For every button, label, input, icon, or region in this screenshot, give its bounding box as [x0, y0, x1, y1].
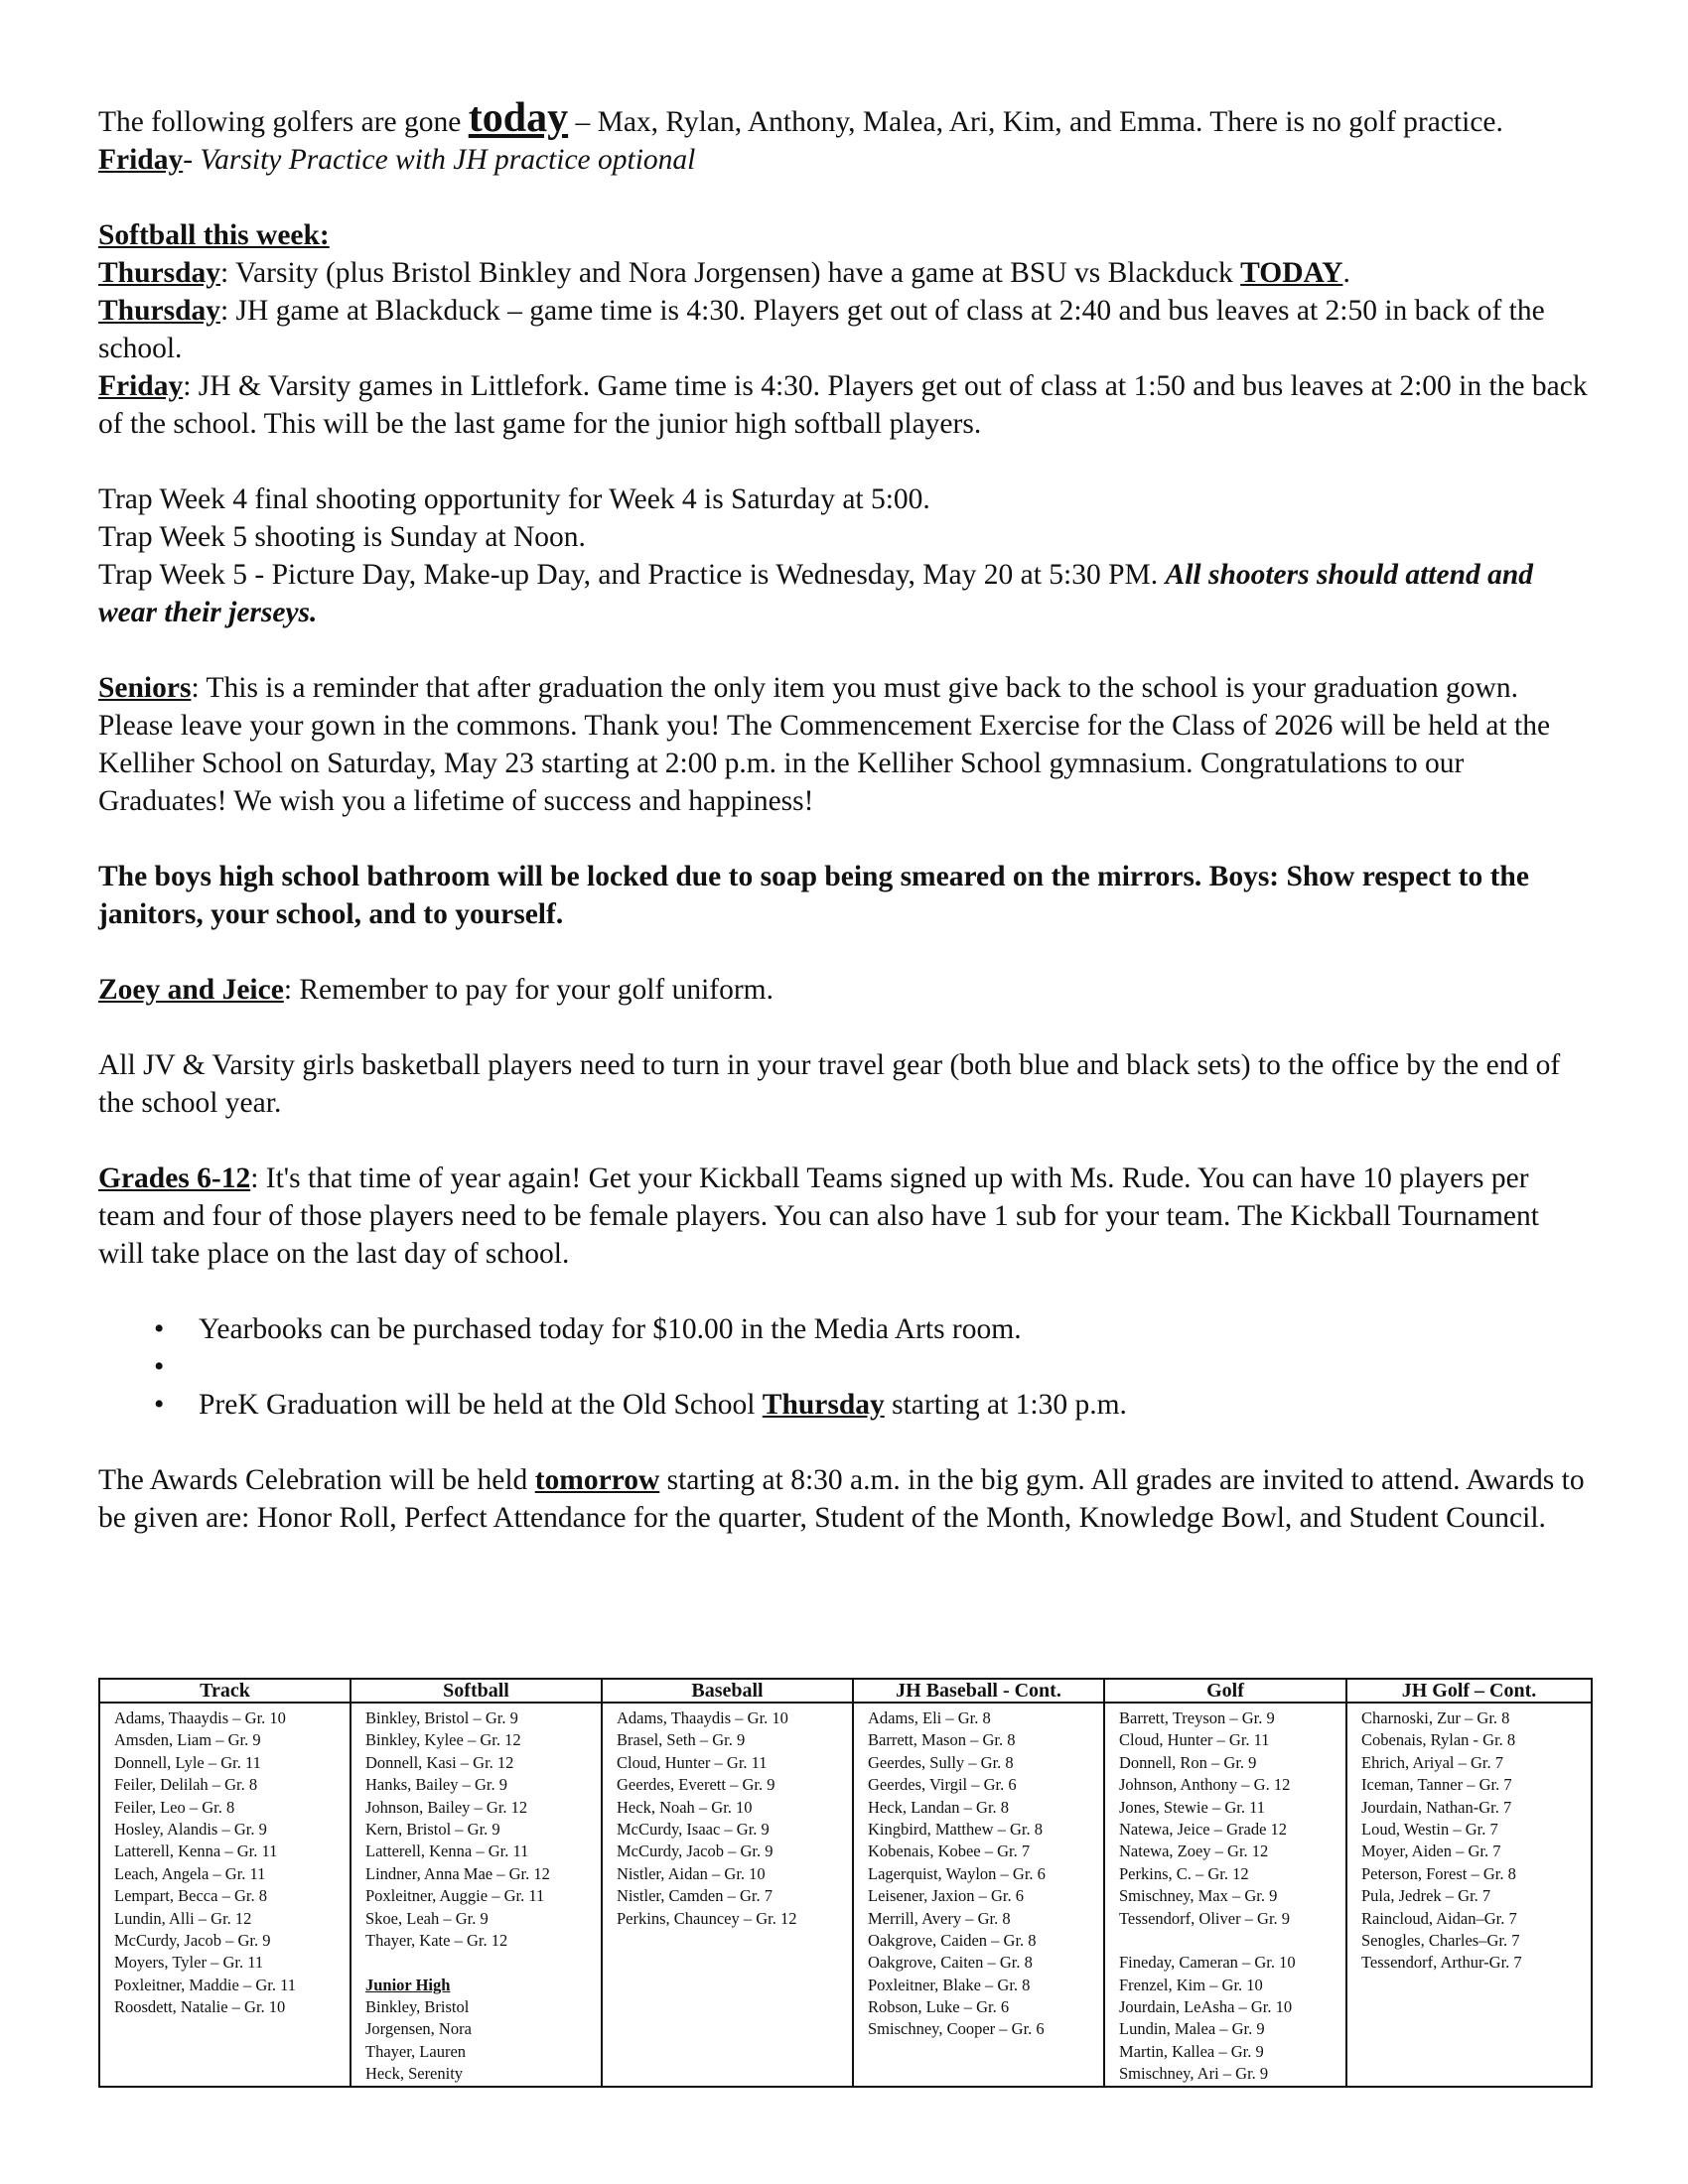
roster-entry: Lempart, Becca – Gr. 8 — [114, 1886, 267, 1906]
friday-softball-text: : JH & Varsity games in Littlefork. Game time is 4:30. Players get out of class at 1:50 and bus leaves at 2:00 in the back of the school. This will be the last game for the junior high softball players. — [98, 370, 1588, 440]
roster-header-row — [99, 1679, 1592, 1703]
bullet-spacer — [98, 1348, 1588, 1386]
roster-entry: Adams, Thaaydis – Gr. 10 — [617, 1708, 788, 1727]
seniors-text: : This is a reminder that after graduation the only item you must give back to the school is your graduation gown. Please leave your gown in the commons. Thank you! The Commencement Exercise for the Class of 2026 will be held at the Kelliher School on Saturday, May 23 starting at 2:00 p.m. in the Kelliher School gymnasium. Congratulations to our Graduates! We wish you a lifetime of success and happiness! — [98, 672, 1551, 817]
roster-entry: Donnell, Ron – Gr. 9 — [1119, 1752, 1257, 1772]
roster-entry: Smischney, Cooper – Gr. 6 — [868, 2019, 1045, 2039]
trap-line-3-text: Trap Week 5 - Picture Day, Make-up Day, and Practice is Wednesday, May 20 at 5:30 PM. — [98, 559, 1166, 591]
roster-entry: Hanks, Bailey – Gr. 9 — [365, 1775, 507, 1795]
roster-entry: Tessendorf, Arthur-Gr. 7 — [1361, 1953, 1522, 1973]
roster-entry: Jourdain, Nathan-Gr. 7 — [1361, 1797, 1512, 1817]
roster-entry: Kobenais, Kobee – Gr. 7 — [868, 1842, 1031, 1861]
zoey-label: Zoey and Jeice — [98, 974, 284, 1006]
period: . — [1342, 257, 1350, 289]
zoey-text: : Remember to pay for your golf uniform. — [283, 974, 774, 1006]
roster-entry: Poxleitner, Blake – Gr. 8 — [868, 1975, 1031, 1994]
friday-golf-line — [98, 141, 1588, 179]
softball-thursday-jh — [98, 292, 1588, 367]
roster-entry: Raincloud, Aidan–Gr. 7 — [1361, 1908, 1517, 1928]
roster-entry: Geerdes, Virgil – Gr. 6 — [868, 1775, 1017, 1795]
roster-entry: Thayer, Kate – Gr. 12 — [365, 1930, 508, 1950]
header-golf: Golf — [1104, 1679, 1346, 1703]
roster-entry: Donnell, Kasi – Gr. 12 — [365, 1752, 514, 1772]
roster-entry: Leach, Angela – Gr. 11 — [114, 1863, 266, 1883]
roster-entry: Roosdett, Natalie – Gr. 10 — [114, 1997, 286, 2017]
roster-entry: Poxleitner, Maddie – Gr. 11 — [114, 1975, 296, 1994]
today-caps: TODAY — [1240, 257, 1343, 289]
roster-body-row — [99, 1703, 1592, 2087]
friday-golf-text: - Varsity Practice with JH practice optional — [183, 144, 696, 176]
roster-entry: Kern, Bristol – Gr. 9 — [365, 1819, 500, 1839]
roster-entry: Hosley, Alandis – Gr. 9 — [114, 1819, 267, 1839]
roster-entry: Latterell, Kenna – Gr. 11 — [365, 1842, 529, 1861]
roster-entry: Senogles, Charles–Gr. 7 — [1361, 1930, 1520, 1950]
friday-label: Friday — [98, 144, 184, 176]
roster-entry: Adams, Eli – Gr. 8 — [868, 1708, 991, 1727]
roster-entry: Latterell, Kenna – Gr. 11 — [114, 1842, 278, 1861]
trap-emphasis: All shooters should attend and wear their jerseys. — [98, 559, 1534, 628]
seniors-paragraph — [98, 669, 1588, 820]
thursday-emphasis: Thursday — [762, 1389, 885, 1421]
roster-entry: Ehrich, Ariyal – Gr. 7 — [1361, 1752, 1503, 1772]
column-jh-golf — [1346, 1703, 1592, 2087]
roster-entry: Natewa, Zoey – Gr. 12 — [1119, 1842, 1269, 1861]
zoey-jeice-notice — [98, 971, 1588, 1009]
roster-entry: Oakgrove, Caiten – Gr. 8 — [868, 1953, 1033, 1973]
roster-entry: Heck, Landan – Gr. 8 — [868, 1797, 1010, 1817]
roster-entry: Binkley, Bristol — [365, 1997, 470, 2017]
roster-entry: Pula, Jedrek – Gr. 7 — [1361, 1886, 1491, 1906]
roster-entry: McCurdy, Jacob – Gr. 9 — [617, 1842, 774, 1861]
today-emphasis: today — [468, 95, 569, 141]
roster-entry: Lagerquist, Waylon – Gr. 6 — [868, 1863, 1046, 1883]
roster-entry: Adams, Thaaydis – Gr. 10 — [114, 1708, 286, 1727]
column-baseball — [602, 1703, 853, 2087]
bullet-yearbook: • Yearbooks can be purchased today for $10.00 in the Media Arts room. — [98, 1310, 1588, 1348]
roster-entry: Peterson, Forest – Gr. 8 — [1361, 1863, 1516, 1883]
seniors-label: Seniors — [98, 672, 192, 704]
roster-entry: Jones, Stewie – Gr. 11 — [1119, 1797, 1265, 1817]
roster-entry: Heck, Serenity — [365, 2064, 464, 2084]
column-jh-baseball — [853, 1703, 1104, 2087]
roster-entry: Binkley, Kylee – Gr. 12 — [365, 1730, 521, 1750]
roster-entry: Fineday, Cameran – Gr. 10 — [1119, 1953, 1296, 1973]
awards-notice — [98, 1461, 1588, 1537]
friday-label: Friday — [98, 370, 184, 402]
roster-entry: Jourdain, LeAsha – Gr. 10 — [1119, 1997, 1293, 2017]
column-track — [99, 1703, 351, 2087]
roster-entry: Heck, Noah – Gr. 10 — [617, 1797, 753, 1817]
roster-entry: Nistler, Camden – Gr. 7 — [617, 1886, 773, 1906]
roster-entry: Feiler, Leo – Gr. 8 — [114, 1797, 235, 1817]
roster-entry: Barrett, Mason – Gr. 8 — [868, 1730, 1016, 1750]
roster-entry: McCurdy, Isaac – Gr. 9 — [617, 1819, 770, 1839]
roster-entry: Cloud, Hunter – Gr. 11 — [1119, 1730, 1270, 1750]
roster-entry: Loud, Westin – Gr. 7 — [1361, 1819, 1498, 1839]
thursday-jh-text: : JH game at Blackduck – game time is 4:30. Players get out of class at 2:40 and bus leaves at 2:50 in back of the school. — [98, 295, 1545, 364]
prek-text: PreK Graduation will be held at the Old School — [199, 1389, 763, 1421]
trap-line-3 — [98, 556, 1588, 631]
roster-entry: Poxleitner, Auggie – Gr. 11 — [365, 1886, 545, 1906]
column-golf — [1104, 1703, 1346, 2087]
golf-text: The following golfers are gone — [98, 106, 469, 138]
thursday-label: Thursday — [98, 257, 220, 289]
bullet-prek — [98, 1386, 1588, 1424]
header-softball: Softball — [351, 1679, 602, 1703]
roster-entry: Lundin, Malea – Gr. 9 — [1119, 2019, 1265, 2039]
grades-label: Grades 6-12 — [98, 1162, 251, 1194]
kickball-text: : It's that time of year again! Get your Kickball Teams signed up with Ms. Rude. You can have 10 players per team and four of those players need to be female players. You can also have 1 sub for your team. The Kickball Tournament will take place on the last day of school. — [98, 1162, 1539, 1270]
header-track: Track — [99, 1679, 351, 1703]
tomorrow-emphasis: tomorrow — [534, 1464, 660, 1496]
awards-text-end: starting at 8:30 a.m. in the big gym. All grades are invited to attend. Awards to be given are: Honor Roll, Perfect Attendance for the quarter, Student of the Month, Knowledge Bowl, and Student Council. — [98, 1464, 1585, 1534]
roster-entry: Barrett, Treyson – Gr. 9 — [1119, 1708, 1275, 1727]
roster-entry: Charnoski, Zur – Gr. 8 — [1361, 1708, 1510, 1727]
thursday-label: Thursday — [98, 295, 220, 327]
roster-entry: Moyers, Tyler – Gr. 11 — [114, 1953, 264, 1973]
golf-text-end: – Max, Rylan, Anthony, Malea, Ari, Kim, and Emma. There is no golf practice. — [568, 106, 1503, 138]
roster-entry: Geerdes, Everett – Gr. 9 — [617, 1775, 775, 1795]
roster-entry: Binkley, Bristol – Gr. 9 — [365, 1708, 518, 1727]
basketball-notice: All JV & Varsity girls basketball players need to turn in your travel gear (both blue and black sets) to the office by the end of the school year. — [98, 1049, 1561, 1119]
header-jh-baseball: JH Baseball - Cont. — [853, 1679, 1104, 1703]
roster-entry: Iceman, Tanner – Gr. 7 — [1361, 1775, 1512, 1795]
roster-entry: Smischney, Max – Gr. 9 — [1119, 1886, 1278, 1906]
roster-entry: Merrill, Avery – Gr. 8 — [868, 1908, 1011, 1928]
roster-entry: Feiler, Delilah – Gr. 8 — [114, 1775, 258, 1795]
roster-spacer — [365, 1952, 601, 1974]
roster-entry: Cobenais, Rylan - Gr. 8 — [1361, 1730, 1516, 1750]
header-baseball: Baseball — [602, 1679, 853, 1703]
roster-entry: Donnell, Lyle – Gr. 11 — [114, 1752, 261, 1772]
golf-announcement — [98, 95, 1588, 141]
column-softball — [351, 1703, 602, 2087]
roster-entry: Lundin, Alli – Gr. 12 — [114, 1908, 252, 1928]
roster-entry: Natewa, Jeice – Grade 12 — [1119, 1819, 1288, 1839]
bullet-list — [98, 1310, 1588, 1424]
roster-entry: Frenzel, Kim – Gr. 10 — [1119, 1975, 1263, 1994]
trap-line-2: Trap Week 5 shooting is Sunday at Noon. — [98, 521, 586, 553]
roster-entry: Leisener, Jaxion – Gr. 6 — [868, 1886, 1024, 1906]
trap-line-1: Trap Week 4 final shooting opportunity for Week 4 is Saturday at 5:00. — [98, 483, 930, 515]
roster-subheading: Junior High — [365, 1975, 451, 1994]
roster-entry: Robson, Luke – Gr. 6 — [868, 1997, 1010, 2017]
bathroom-notice: The boys high school bathroom will be locked due to soap being smeared on the mirrors. Boys: Show respect to the janitors, your school, and to yourself. — [98, 861, 1529, 930]
roster-entry: Cloud, Hunter – Gr. 11 — [617, 1752, 768, 1772]
roster-entry: Oakgrove, Caiden – Gr. 8 — [868, 1930, 1037, 1950]
softball-friday — [98, 367, 1588, 443]
thursday-varsity-text: : Varsity (plus Bristol Binkley and Nora Jorgensen) have a game at BSU vs Blackduck — [219, 257, 1241, 289]
awards-text: The Awards Celebration will be held — [98, 1464, 535, 1496]
roster-entry: Perkins, Chauncey – Gr. 12 — [617, 1908, 797, 1928]
roster-spacer — [1119, 1930, 1345, 1952]
roster-entry: Perkins, C. – Gr. 12 — [1119, 1863, 1249, 1883]
kickball-notice — [98, 1160, 1588, 1273]
prek-text-end: starting at 1:30 p.m. — [884, 1389, 1127, 1421]
roster-entry: Kingbird, Matthew – Gr. 8 — [868, 1819, 1043, 1839]
roster-entry: Johnson, Anthony – G. 12 — [1119, 1775, 1291, 1795]
roster-entry: Smischney, Ari – Gr. 9 — [1119, 2064, 1269, 2084]
roster-entry: McCurdy, Jacob – Gr. 9 — [114, 1930, 271, 1950]
softball-heading: Softball this week: — [98, 219, 330, 251]
roster-entry: Nistler, Aidan – Gr. 10 — [617, 1863, 766, 1883]
roster-entry: Lindner, Anna Mae – Gr. 12 — [365, 1863, 550, 1883]
announcements-page — [98, 95, 1588, 1537]
roster-table — [98, 1678, 1593, 2088]
softball-thursday-varsity — [98, 254, 1588, 292]
roster-entry: Jorgensen, Nora — [365, 2019, 472, 2039]
roster-entry: Moyer, Aiden – Gr. 7 — [1361, 1842, 1501, 1861]
roster-entry: Amsden, Liam – Gr. 9 — [114, 1730, 261, 1750]
roster-entry: Brasel, Seth – Gr. 9 — [617, 1730, 746, 1750]
roster-entry: Johnson, Bailey – Gr. 12 — [365, 1797, 528, 1817]
roster-entry: Martin, Kallea – Gr. 9 — [1119, 2041, 1264, 2061]
roster-entry: Thayer, Lauren — [365, 2041, 467, 2061]
roster-entry: Skoe, Leah – Gr. 9 — [365, 1908, 489, 1928]
roster-entry: Geerdes, Sully – Gr. 8 — [868, 1752, 1014, 1772]
roster-entry: Tessendorf, Oliver – Gr. 9 — [1119, 1908, 1291, 1928]
header-jh-golf: JH Golf – Cont. — [1346, 1679, 1592, 1703]
